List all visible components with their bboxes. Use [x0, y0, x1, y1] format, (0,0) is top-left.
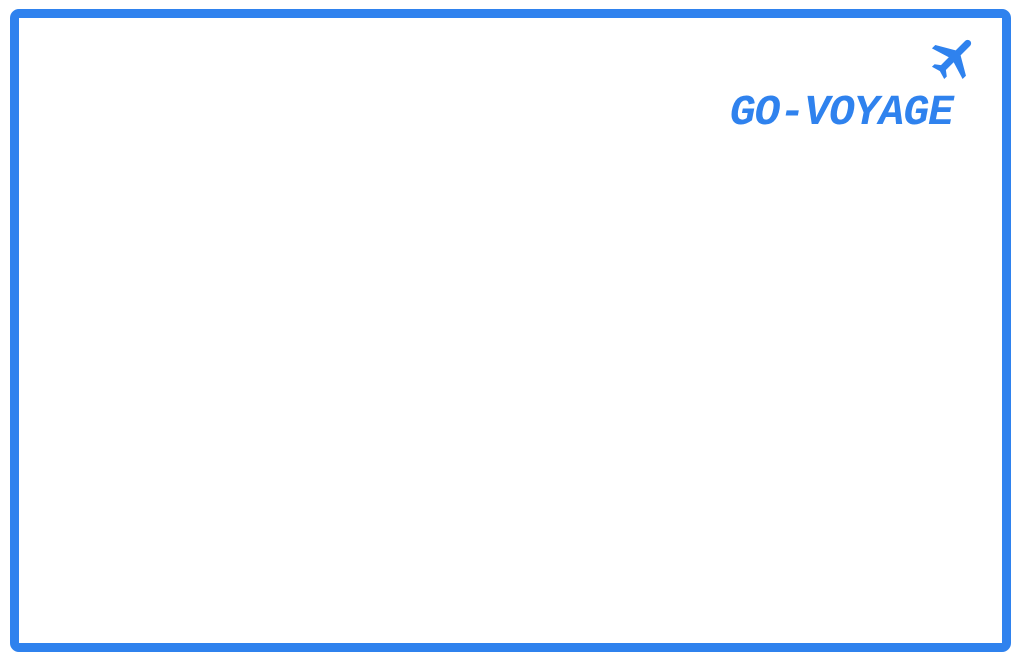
- airplane-icon-svg: [928, 30, 980, 84]
- brand-name: GO-VOYAGE: [729, 88, 953, 137]
- main-frame: [10, 9, 1011, 652]
- brand-logo: [680, 30, 980, 140]
- airplane-icon: [928, 30, 980, 84]
- airplane-icon-shape: [928, 30, 980, 84]
